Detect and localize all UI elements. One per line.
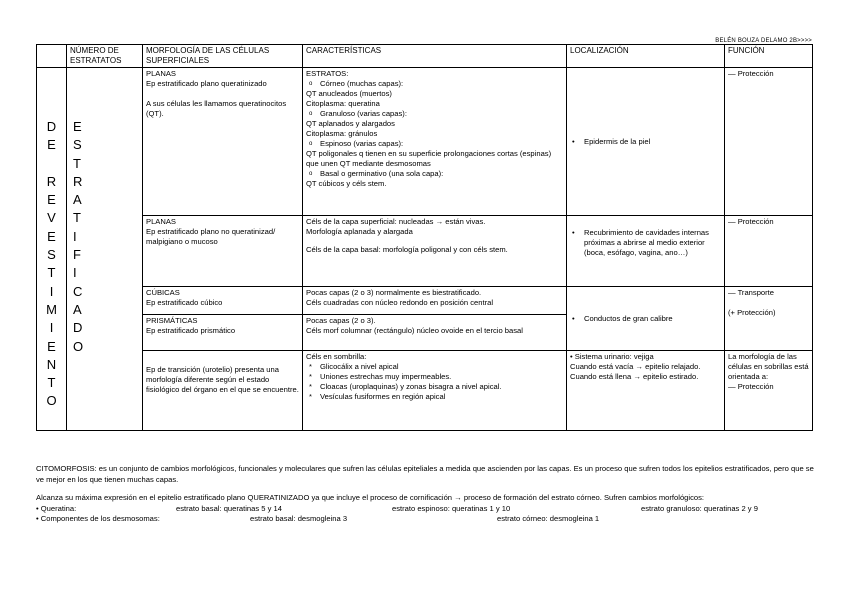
side-letter: M [46, 301, 57, 317]
char-line: ESTRATOS: [306, 69, 349, 78]
char-line: Pocas capas (2 o 3) normalmente es biestratificado. [306, 288, 482, 297]
side-letter: A [73, 192, 82, 208]
caracteristicas-cell [303, 315, 567, 351]
side-letter: R [73, 173, 83, 189]
side-letter: E [47, 228, 56, 244]
header-row [37, 45, 813, 68]
morf-type: PLANAS [146, 217, 176, 226]
morf-type: CÚBICAS [146, 288, 180, 297]
morf-desc: Ep estratificado plano no queratinizad/ malpigiano o mucoso [146, 227, 276, 246]
side-letter: D [46, 119, 57, 134]
header-caracteristicas: CARACTERÍSTICAS [303, 45, 567, 68]
char-bullet: o Granuloso (varias capas): [306, 109, 563, 119]
morf-type: PRISMÁTICAS [146, 316, 198, 325]
side-letter: F [73, 247, 81, 263]
notes-section [36, 464, 816, 525]
spacer [306, 237, 563, 245]
header-morfologia: MORFOLOGÍA DE LAS CÉLULAS SUPERFICIALES [143, 45, 303, 68]
epithelium-table [36, 44, 813, 431]
fun-item: — Protección [728, 69, 774, 78]
morfologia-cell [143, 216, 303, 287]
side-letter: T [73, 210, 81, 226]
side-estratificado [67, 68, 143, 431]
side-letter: S [73, 137, 82, 153]
bullet-value: estrato basal: desmogleina 3 [250, 514, 348, 523]
bullet-queratina [36, 504, 816, 515]
side-letter: O [46, 393, 57, 409]
row-cubicas [37, 287, 813, 315]
morf-desc: Ep estratificado plano queratinizado [146, 79, 267, 88]
char-line: Céls morf columnar (rectángulo) núcleo ovoide en el tercio basal [306, 326, 523, 335]
loc-item: • Sistema urinario: vejiga [570, 352, 654, 361]
note-queratinizado: Alcanza su máxima expresión en el epitelio estratificado plano QUERATINIZADO ya que incluye el proceso de cornificación → proceso de formación del estrato córneo. Sufren cambios morfológicos: [36, 493, 705, 502]
caracteristicas-cell [303, 68, 567, 216]
loc-item: • Conductos de gran calibre [570, 314, 721, 324]
note-citomorfosis: CITOMORFOSIS: es un conjunto de cambios morfológicos, funcionales y moleculares que sufren las células epiteliales a medida que ascienden por las capas. Es un proceso que sufren todos los epitelios estratificados, pero que se ve mejor en los que tienen muchas capas. [36, 464, 814, 484]
bullet-desmosomas [36, 514, 816, 525]
spacer [728, 298, 809, 308]
morf-type: PLANAS [146, 69, 176, 78]
morf-note: A sus células les llamamos queratinocitos (QT). [146, 99, 287, 118]
morf-desc: Ep de transición (urotelio) presenta una morfología diferente según el estado fisiológico del órgano en el que se encuentre. [146, 365, 299, 394]
side-letter: R [46, 173, 57, 189]
fun-item: — Transporte [728, 288, 775, 297]
side-revestimiento [37, 68, 67, 431]
side-letter: I [49, 283, 54, 299]
caracteristicas-cell [303, 287, 567, 315]
header-blank [37, 45, 67, 68]
side-letter: S [47, 247, 56, 263]
bullet-value: estrato granuloso: queratinas 2 y 9 [641, 503, 758, 513]
spacer [146, 89, 299, 99]
char-line: QT anucleados (muertos) [306, 89, 392, 98]
header-estratos: NÚMERO DE ESTRATATOS [67, 45, 143, 68]
side-letter: E [47, 137, 56, 153]
header-funcion: FUNCIÓN [725, 45, 813, 68]
char-line: Citoplasma: gránulos [306, 129, 378, 138]
fun-item: — Protección [728, 382, 774, 391]
fun-item: (+ Protección) [728, 308, 776, 317]
morfologia-cell [143, 287, 303, 315]
row-planas-queratinizado [37, 68, 813, 216]
loc-item: • Recubrimiento de cavidades internas próximas a abrirse al medio exterior (boca, esófago, vagina, ano…) [570, 228, 721, 258]
side-gap [40, 155, 63, 173]
fun-item: — Protección [728, 217, 774, 226]
funcion-cell [725, 287, 813, 351]
author-label: BELÉN BOUZA DELAMO 2B>>>> [715, 38, 812, 44]
localizacion-cell [567, 287, 725, 351]
side-letter: I [73, 265, 77, 281]
side-letter: E [47, 192, 56, 208]
side-letter: I [49, 320, 54, 336]
side-letter: V [47, 210, 56, 226]
char-line: QT aplanados y alargados [306, 119, 395, 128]
loc-item: Cuando está llena → epitelio estirado. [570, 372, 699, 381]
side-letter: T [47, 375, 56, 391]
char-line: Céls cuadradas con núcleo redondo en posición central [306, 298, 494, 307]
char-bullet: o Espinoso (varias capas): [306, 139, 563, 149]
side-letter: D [73, 320, 83, 336]
side-letter: E [47, 338, 56, 354]
morf-desc: Ep estratificado prismático [146, 326, 236, 335]
char-line: QT poligonales q tienen en su superficie prolongaciones cortas (espinas) que unen QT mediante desmosomas [306, 149, 552, 168]
char-line: Céls en sombrilla: [306, 352, 367, 361]
caracteristicas-cell [303, 216, 567, 287]
morfologia-cell [143, 68, 303, 216]
char-bullet: * Glicocálix a nivel apical [306, 362, 563, 372]
bullet-value: estrato espinoso: queratinas 1 y 10 [392, 503, 511, 513]
row-planas-no-queratinizado [37, 216, 813, 287]
char-bullet: * Uniones estrechas muy impermeables. [306, 372, 563, 382]
side-letter: C [73, 283, 83, 299]
side-letter: O [73, 338, 84, 354]
loc-item: • Epidermis de la piel [570, 137, 721, 147]
side-letter: I [73, 228, 77, 244]
side-letter: T [73, 155, 81, 171]
char-line: Citoplasma: queratina [306, 99, 380, 108]
funcion-cell [725, 68, 813, 216]
funcion-cell [725, 216, 813, 287]
char-bullet: * Vesículas fusiformes en región apical [306, 392, 563, 402]
bullet-value: estrato córneo: desmogleina 1 [497, 514, 600, 523]
localizacion-cell [567, 351, 725, 431]
char-bullet: o Córneo (muchas capas): [306, 79, 563, 89]
caracteristicas-cell [303, 351, 567, 431]
char-line: Céls de la capa superficial: nucleadas → están vivas. [306, 217, 486, 226]
morf-desc: Ep estratificado cúbico [146, 298, 223, 307]
row-transicion [37, 351, 813, 431]
char-line: Pocas capas (2 o 3). [306, 316, 376, 325]
header-localizacion: LOCALIZACIÓN [567, 45, 725, 68]
char-bullet: * Cloacas (uroplaquinas) y zonas bisagra a nivel apical. [306, 382, 563, 392]
char-bullet: o Basal o germinativo (una sola capa): [306, 169, 563, 179]
localizacion-cell [567, 68, 725, 216]
bullet-value: estrato basal: queratinas 5 y 14 [176, 503, 282, 513]
char-line: Céls de la capa basal: morfología poligonal y con céls stem. [306, 245, 508, 254]
side-letter: A [73, 301, 82, 317]
char-line: Morfología aplanada y alargada [306, 227, 413, 236]
side-letter: N [46, 356, 57, 372]
bullet-label: • Queratina: [36, 503, 77, 513]
bullet-label: • Componentes de los desmosomas: [36, 514, 160, 523]
side-letter: T [47, 265, 56, 281]
side-letter: E [73, 119, 82, 134]
char-line: QT cúbicos y céls stem. [306, 179, 387, 188]
loc-item: Cuando está vacía → epitelio relajado. [570, 362, 701, 371]
morfologia-cell [143, 315, 303, 351]
fun-item: La morfología de las células en sobrillas está orientada a: [728, 352, 809, 381]
localizacion-cell [567, 216, 725, 287]
morfologia-cell [143, 351, 303, 431]
funcion-cell [725, 351, 813, 431]
